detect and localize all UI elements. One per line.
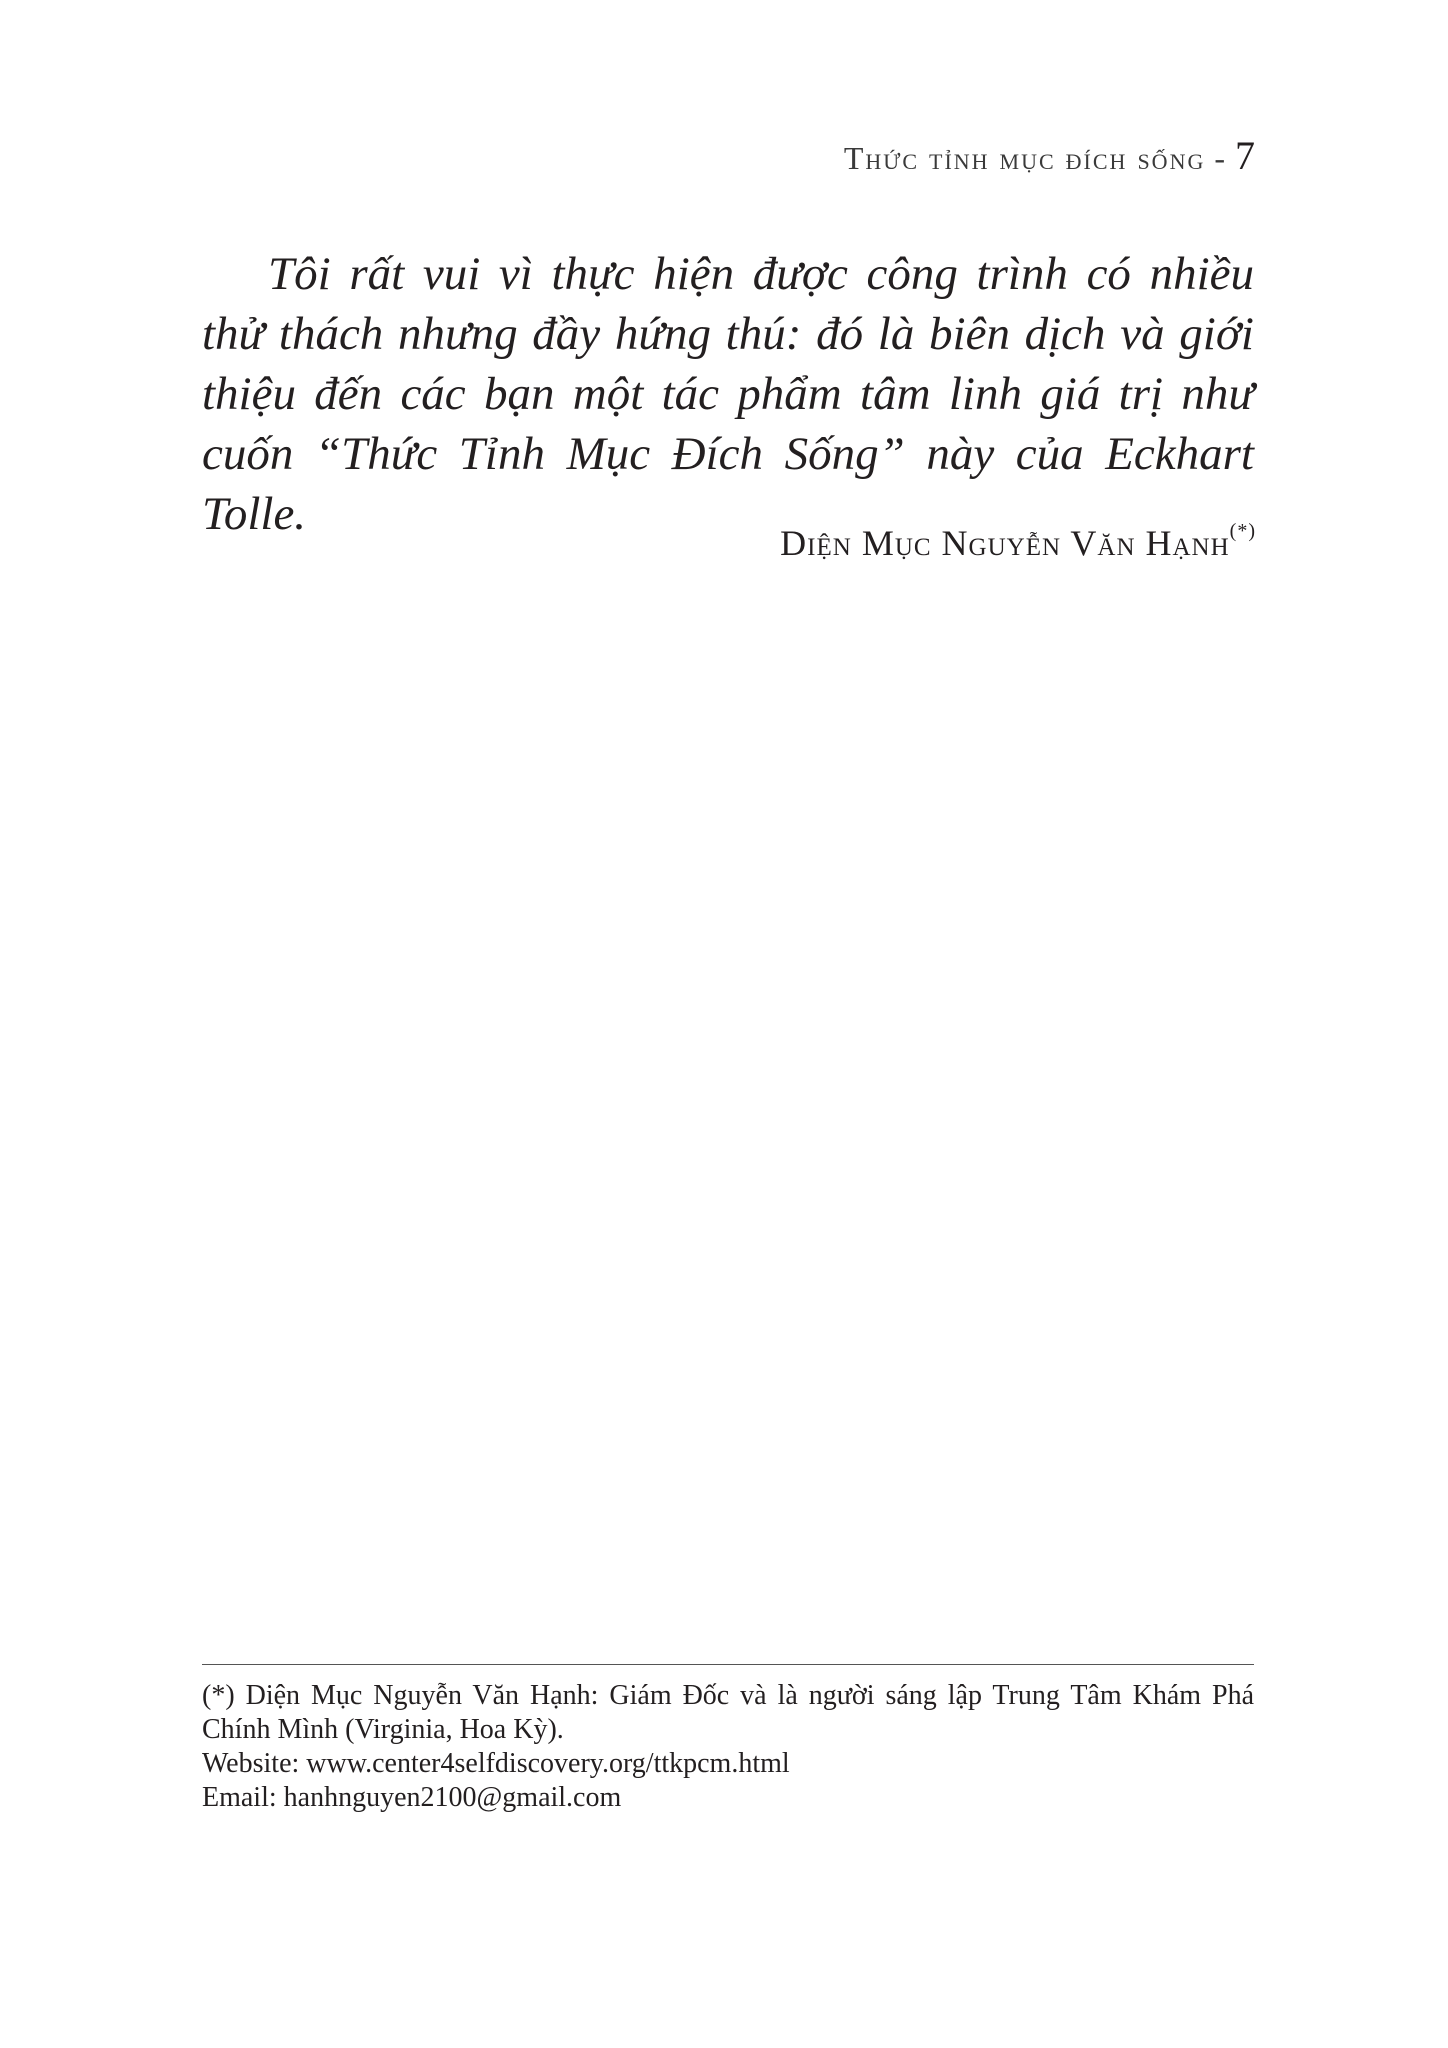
footnote-website: Website: www.center4selfdiscovery.org/ttkpcm.html: [202, 1748, 790, 1779]
footnote-divider: [202, 1664, 1254, 1665]
running-header-title: Thức tỉnh mục đích sống: [843, 140, 1206, 176]
running-header-separator: -: [1205, 140, 1235, 176]
body-paragraph: Tôi rất vui vì thực hiện được công trình có nhiều thử thách nhưng đầy hứng thú: đó là biên dịch và giới thiệu đến các bạn một tác phẩm tâm linh giá trị như cuốn “Thức Tỉnh Mục Đích Sống” này của Eckhart Tolle.: [202, 248, 1254, 540]
running-header: [844, 132, 1256, 179]
signature: [780, 520, 1256, 564]
footnote-text: (*) Diện Mục Nguyễn Văn Hạnh: Giám Đốc và là người sáng lập Trung Tâm Khám Phá Chính Mình (Virginia, Hoa Kỳ).: [202, 1680, 1254, 1745]
footnote-marker: (*): [1229, 520, 1256, 542]
page-number: 7: [1235, 133, 1256, 178]
signature-name: Diện Mục Nguyễn Văn Hạnh: [780, 523, 1230, 563]
footnote: [202, 1679, 1254, 1815]
footnote-email: Email: hanhnguyen2100@gmail.com: [202, 1782, 622, 1813]
